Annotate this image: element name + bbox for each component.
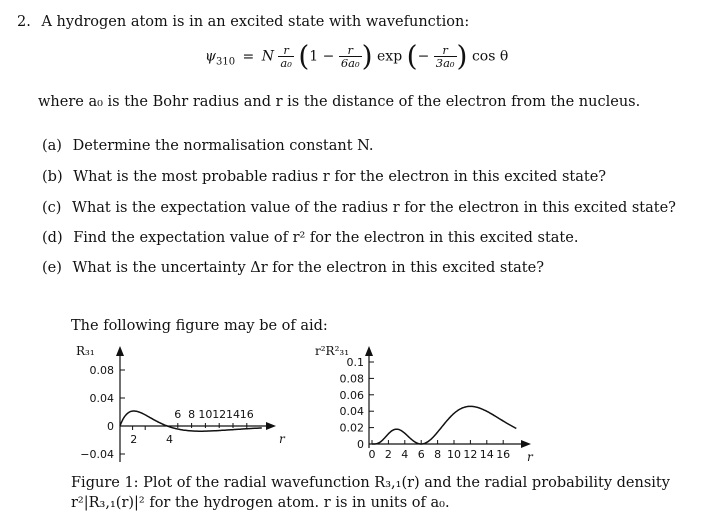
x-tick-label: 4 [401,448,409,461]
y-axis-label: r²R²₃₁ [315,344,350,358]
constant-N: N [261,48,274,65]
x-tick-label: 12 [463,448,478,461]
caption-line-1: Figure 1: Plot of the radial wavefunction R₃,₁(r) and the radial probability density [71,475,670,491]
problem-number: 2. [17,14,31,30]
y-axis-arrow-icon [116,346,124,356]
x-tick-label: 10 [447,448,461,461]
x-tick-label: 2 [130,433,138,446]
x-tick-label: 16 [239,408,254,421]
y-tick-label: 0.08 [339,372,364,386]
psi-symbol: ψ [205,48,216,65]
equals-sign: = [242,48,255,65]
frac1-denominator: a₀ [280,56,292,70]
x-axis-arrow-icon [521,440,531,448]
y-axis-arrow-icon [365,346,373,356]
wavefunction-equation [205,39,509,73]
x-tick-label: 6 [174,408,182,421]
fraction-r-over-6a0 [339,44,362,69]
x-tick-label: 14 [479,448,494,461]
y-tick-label: 0.1 [346,356,364,369]
frac2-denominator: 6a₀ [340,56,360,70]
fraction-r-over-a0 [278,44,293,69]
x-tick-label: 8 [188,408,196,421]
problem-header [17,14,469,30]
y-tick-label: 0.02 [339,421,364,435]
x-tick-label: 10 [198,408,213,421]
paren-open-1: ( [298,39,310,73]
x-tick-label: 8 [434,448,442,461]
exp-word: exp [377,48,403,65]
y-tick-label: −0.04 [80,448,114,461]
question-b [42,169,606,185]
paren-open-2: ( [406,39,418,73]
question-text: What is the expectation value of the radius r for the electron in this excited state? [72,200,676,216]
y-tick-label: 0.06 [339,388,364,402]
x-tick-label: 2 [384,448,392,461]
x-axis-arrow-icon [266,422,276,430]
question-text: What is the most probable radius r for the electron in this excited state? [73,169,607,185]
minus-sign: − [417,48,430,65]
y-axis-label: R₃₁ [76,344,95,358]
paren-close-1: ) [361,39,373,73]
y-ticks [80,364,125,461]
x-tick-label: 16 [496,448,511,461]
frac3-denominator: 3a₀ [435,56,455,70]
one-minus: 1 − [309,48,335,65]
x-tick-label: 4 [165,433,173,446]
question-c [42,200,676,216]
paren-close-2: ) [456,39,468,73]
y-tick-label: 0 [357,438,364,451]
y-tick-label: 0.08 [89,364,114,377]
question-text: Find the expectation value of r² for the electron in this excited state. [73,230,579,246]
where-text: where a₀ is the Bohr radius and r is the distance of the electron from the nucleus. [38,94,641,110]
question-label: (e) [42,260,62,276]
x-tick-label: 14 [226,408,240,421]
problem-intro: A hydrogen atom is in an excited state with wavefunction: [41,14,470,30]
probability-curve [372,406,516,444]
question-label: (b) [42,169,63,185]
question-label: (c) [42,200,62,216]
fraction-r-over-3a0 [434,44,457,69]
y-tick-label: 0 [107,420,114,433]
radial-wavefunction-plot [70,340,310,470]
y-tick-label: 0.04 [339,405,364,419]
x-tick-label: 6 [417,448,425,461]
frac2-numerator: r [339,44,362,57]
x-tick-label: 12 [212,408,227,421]
cos-theta: cos θ [471,48,509,65]
y-tick-label: 0.04 [89,392,114,405]
x-axis-label: r [527,450,533,464]
question-a [42,138,374,154]
question-text: What is the uncertainty Δr for the electron in this excited state? [72,260,544,276]
x-ticks [369,440,511,461]
psi-subscript: 310 [215,56,236,68]
question-e [42,260,544,276]
figure-caption [71,473,670,513]
x-ticks [130,408,254,446]
aid-text: The following figure may be of aid: [71,318,328,334]
question-label: (a) [42,138,62,154]
frac1-numerator: r [278,44,293,57]
question-text: Determine the normalisation constant N. [72,138,374,154]
radial-probability-plot [305,340,545,470]
x-axis-label: r [279,432,285,446]
question-label: (d) [42,230,63,246]
caption-line-2: r²|R₃,₁(r)|² for the hydrogen atom. r is in units of a₀. [71,495,450,511]
x-tick-label: 0 [368,448,376,461]
question-d [42,230,578,246]
frac3-numerator: r [434,44,457,57]
